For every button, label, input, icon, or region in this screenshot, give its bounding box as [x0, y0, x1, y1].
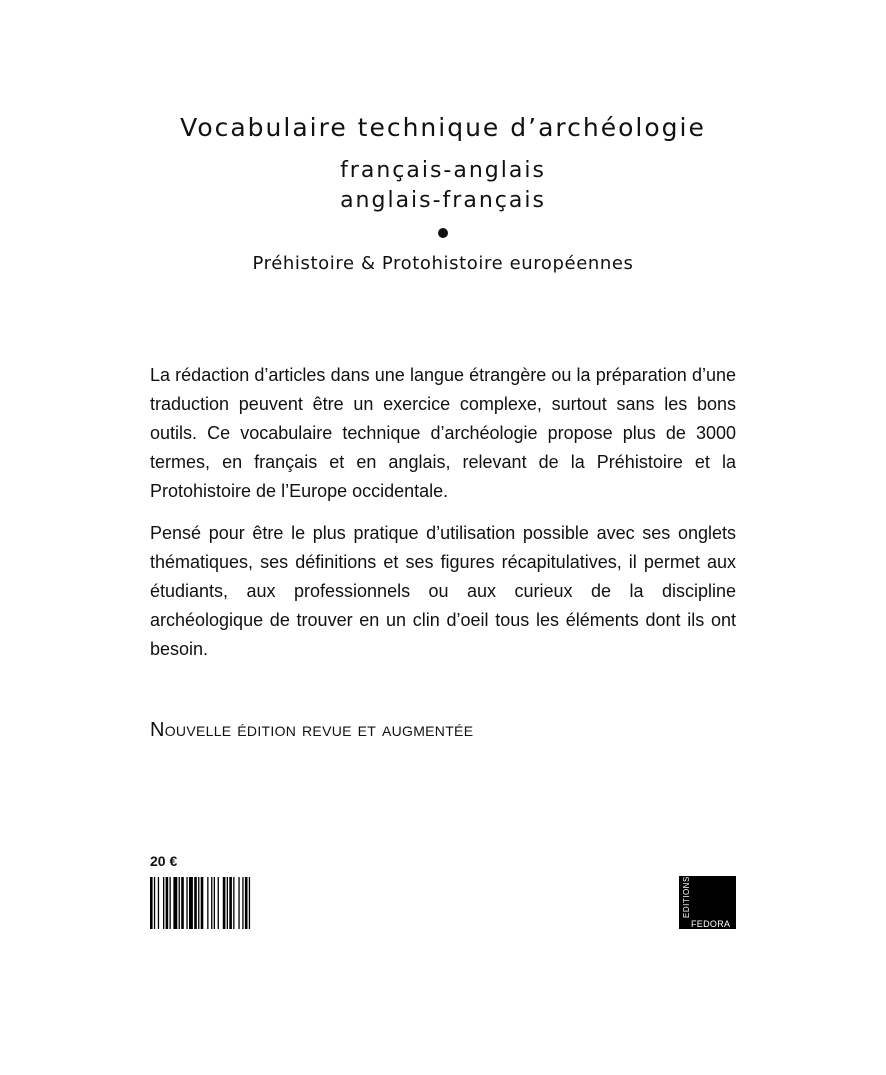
barcode-bar — [214, 877, 215, 929]
barcode-bar — [242, 877, 243, 929]
description-paragraph-1: La rédaction d’articles dans une langue étrangère ou la préparation d’une traduction peuvent être un exercice complexe, surtout sans les bons outils. Ce vocabulaire technique d’archéologie propose plus de 3000 termes, en français et en anglais, relevant de la Préhistoire et la Protohistoire de l’Europe occidentale. — [150, 365, 736, 501]
subtitle-en-fr: anglais-français — [340, 188, 546, 213]
barcode-bar — [186, 877, 187, 929]
barcode-bar — [223, 877, 226, 929]
barcode-bar — [238, 877, 239, 929]
barcode-bar — [163, 877, 164, 929]
barcode-bar — [201, 877, 204, 929]
edition-note: Nouvelle édition revue et augmentée — [150, 719, 474, 741]
barcode-bar — [154, 877, 155, 929]
barcode-bar — [218, 877, 219, 929]
barcode-bar — [207, 877, 208, 929]
barcode-bar — [179, 877, 180, 929]
book-title: Vocabulaire technique d’archéologie — [180, 113, 706, 142]
publisher-logo — [679, 876, 736, 929]
description-paragraph-2: Pensé pour être le plus pratique d’utilisation possible avec ses onglets thématiques, ses définitions et ses figures récapitulatives, il permet aux étudiants, aux professionnels ou aux curieux de la discipline archéologique de trouver en un clin d’oeil tous les éléments dont ils ont besoin. — [150, 523, 736, 659]
barcode-bar — [166, 877, 169, 929]
barcode-bar — [229, 877, 232, 929]
subtitle-fr-en: français-anglais — [340, 158, 546, 183]
barcode-bar — [170, 877, 171, 929]
barcode-bar — [233, 877, 234, 929]
tagline: Préhistoire & Protohistoire européennes — [252, 253, 634, 274]
barcode-bar — [249, 877, 250, 929]
barcode-bar — [158, 877, 159, 929]
barcode-bar — [194, 877, 197, 929]
barcode-bar — [173, 877, 177, 929]
barcode-bar — [189, 877, 193, 929]
barcode-bar — [227, 877, 228, 929]
price-label: 20 € — [150, 853, 178, 869]
barcode-bar — [245, 877, 248, 929]
barcode-bar — [181, 877, 184, 929]
barcode-bar — [150, 877, 153, 929]
barcode-bar — [211, 877, 212, 929]
logo-fedora-text: FEDORA — [691, 919, 731, 929]
barcode-icon — [150, 877, 284, 929]
barcode-bar — [198, 877, 199, 929]
bullet-icon — [438, 228, 448, 238]
logo-editions-text: EDITIONS — [682, 876, 691, 918]
